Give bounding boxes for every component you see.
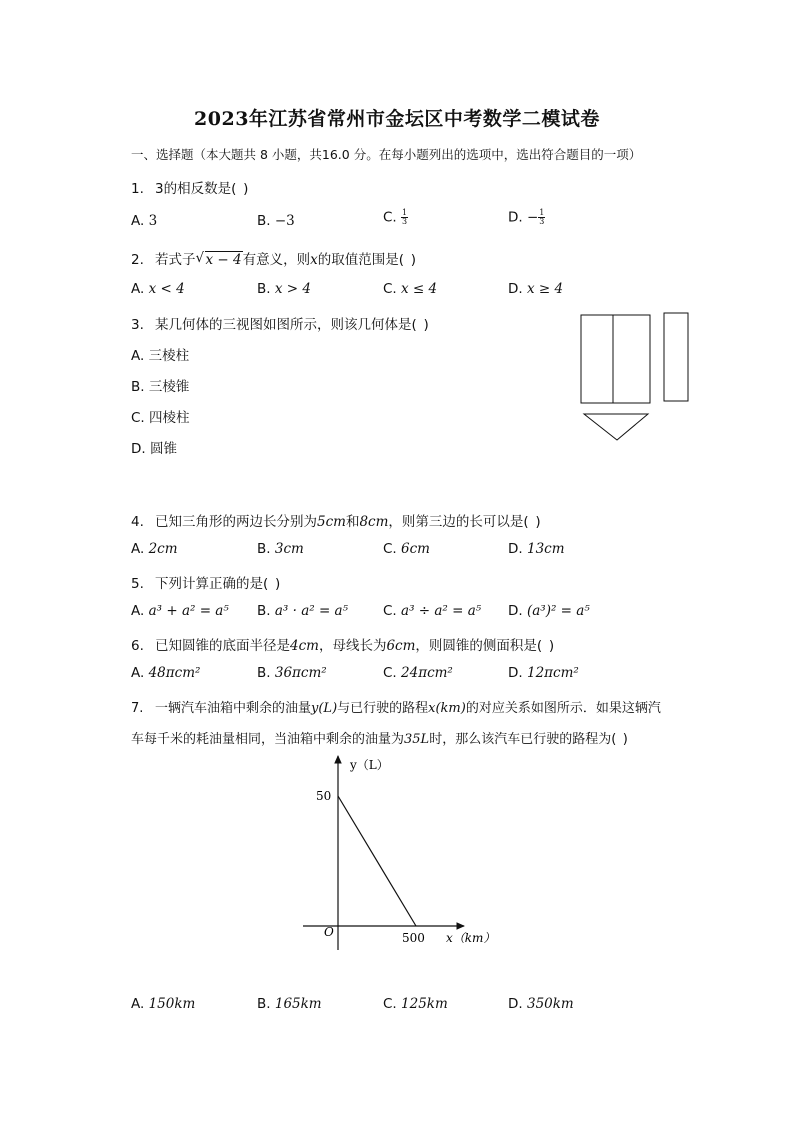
question-2: 2. 若式子 √ x − 4有意义，则x的取值范围是( ) (131, 250, 417, 268)
question-text: 3的相反数是( ) (155, 181, 249, 197)
q7-option-a[interactable]: A. 150km (131, 996, 196, 1012)
x-axis-label: x（km） (446, 931, 496, 945)
q3-option-d[interactable]: D. 圆锥 (131, 441, 177, 457)
fuel-distance-chart (290, 750, 510, 960)
question-5: 5. 下列计算正确的是( ) (131, 576, 281, 592)
question-3: 3. 某几何体的三视图如图所示，则该几何体是( ) (131, 317, 429, 333)
top-view (584, 414, 648, 440)
fuel-line (338, 796, 416, 926)
q2-option-d[interactable]: D. x ≥ 4 (508, 281, 564, 297)
exam-title: 2023年江苏省常州市金坛区中考数学二模试卷 (194, 108, 600, 130)
q2-option-a[interactable]: A. x < 4 (131, 281, 185, 297)
q5-option-a[interactable]: A. a³ + a² = a⁵ (131, 603, 229, 619)
q4-option-b[interactable]: B. 3cm (257, 541, 304, 557)
square-root: √ x − 4 (195, 250, 242, 268)
section-heading: 一、选择题（本大题共 8 小题，共16.0 分。在每小题列出的选项中，选出符合题目的一项） (131, 147, 642, 162)
q3-option-c[interactable]: C. 四棱柱 (131, 410, 190, 426)
question-7-line-2: 车每千米的耗油量相同，当油箱中剩余的油量为35L时，那么该汽车已行驶的路程为( ) (131, 732, 628, 747)
q1-option-d[interactable]: D. − $\frac{1}{3}$ (508, 208, 545, 226)
q6-option-a[interactable]: A. 48πcm² (131, 665, 201, 681)
q4-option-d[interactable]: D. 13cm (508, 541, 565, 557)
q7-option-d[interactable]: D. 350km (508, 996, 574, 1012)
question-6: 6. 已知圆锥的底面半径是4cm，母线长为6cm，则圆锥的侧面积是( ) (131, 638, 555, 654)
q2-option-b[interactable]: B. x > 4 (257, 281, 311, 297)
q5-option-d[interactable]: D. (a³)² = a⁵ (508, 603, 590, 619)
q1-option-b[interactable]: B. −3 (257, 213, 295, 229)
q6-option-d[interactable]: D. 12πcm² (508, 665, 579, 681)
q7-option-b[interactable]: B. 165km (257, 996, 322, 1012)
q1-option-a[interactable]: A. 3 (131, 213, 158, 229)
q3-option-b[interactable]: B. 三棱锥 (131, 379, 190, 395)
q3-option-a[interactable]: A. 三棱柱 (131, 348, 190, 364)
question-1 (131, 177, 248, 197)
q6-option-b[interactable]: B. 36πcm² (257, 665, 327, 681)
fraction: $\frac{1}{3}$ (539, 208, 545, 226)
front-view (581, 315, 650, 403)
q7-option-c[interactable]: C. 125km (383, 996, 448, 1012)
three-view-figure (575, 308, 695, 448)
y-tick-label: 50 (316, 789, 332, 803)
side-view (664, 313, 688, 401)
q5-option-b[interactable]: B. a³ · a² = a⁵ (257, 603, 349, 619)
question-4: 4. 已知三角形的两边长分别为5cm和8cm，则第三边的长可以是( ) (131, 514, 541, 530)
y-axis-label: y（L） (350, 758, 389, 772)
x-tick-label: 500 (402, 931, 425, 945)
q6-option-c[interactable]: C. 24πcm² (383, 665, 453, 681)
q4-option-c[interactable]: C. 6cm (383, 541, 430, 557)
question-number: 1. (131, 181, 144, 197)
q5-option-c[interactable]: C. a³ ÷ a² = a⁵ (383, 603, 482, 619)
origin-label: O (324, 925, 334, 939)
q4-option-a[interactable]: A. 2cm (131, 541, 178, 557)
question-7-line-1: 7. 一辆汽车油箱中剩余的油量y(L)与已行驶的路程x(km)的对应关系如图所示．如果这辆汽 (131, 701, 661, 716)
q2-option-c[interactable]: C. x ≤ 4 (383, 281, 438, 297)
q1-option-c[interactable]: C. $\frac{1}{3}$ (383, 208, 408, 226)
fraction: $\frac{1}{3}$ (401, 208, 408, 226)
